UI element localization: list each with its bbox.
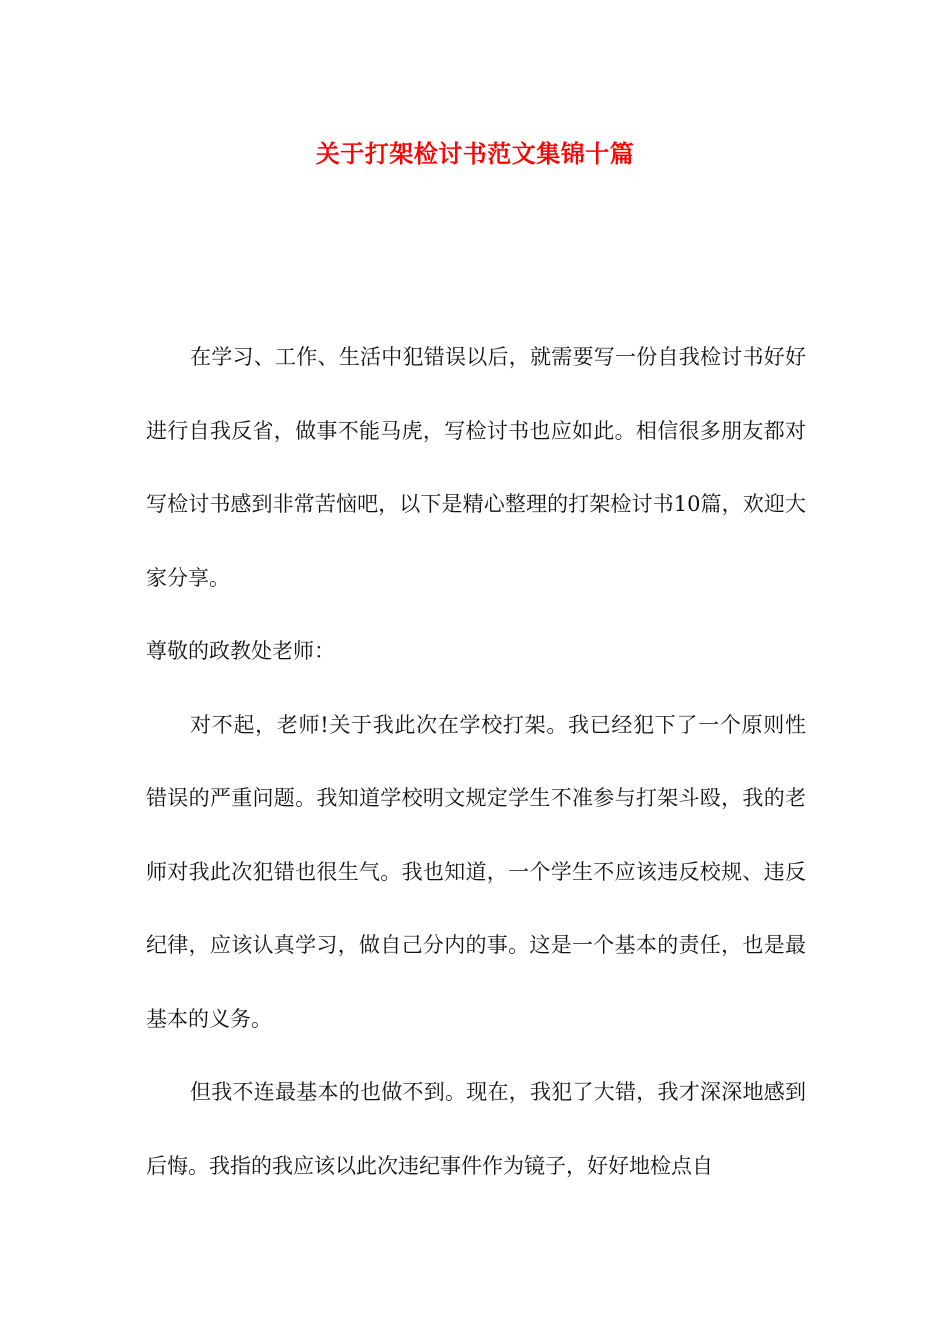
document-title: 关于打架检讨书范文集锦十篇 [315,139,635,168]
body-paragraph-regret: 但我不连最基本的也做不到。现在，我犯了大错，我才深深地感到后悔。我指的我应该以此次违纪事件作为镜子，好好地检点自 [146,1080,806,1178]
intro-paragraph: 在学习、工作、生活中犯错误以后，就需要写一份自我检讨书好好进行自我反省，做事不能马虎，写检讨书也应如此。相信很多朋友都对写检讨书感到非常苦恼吧，以下是精心整理的打架检讨书10篇，欢迎大家分享。 [146,345,806,590]
body-paragraph-apology: 对不起，老师!关于我此次在学校打架。我已经犯下了一个原则性错误的严重问题。我知道学校明文规定学生不准参与打架斗殴，我的老师对我此次犯错也很生气。我也知道，一个学生不应该违反校规、违反纪律，应该认真学习，做自己分内的事。这是一个基本的责任，也是最基本的义务。 [146,712,806,1031]
salutation: 尊敬的政教处老师： [146,639,335,663]
document-body [146,321,806,1203]
